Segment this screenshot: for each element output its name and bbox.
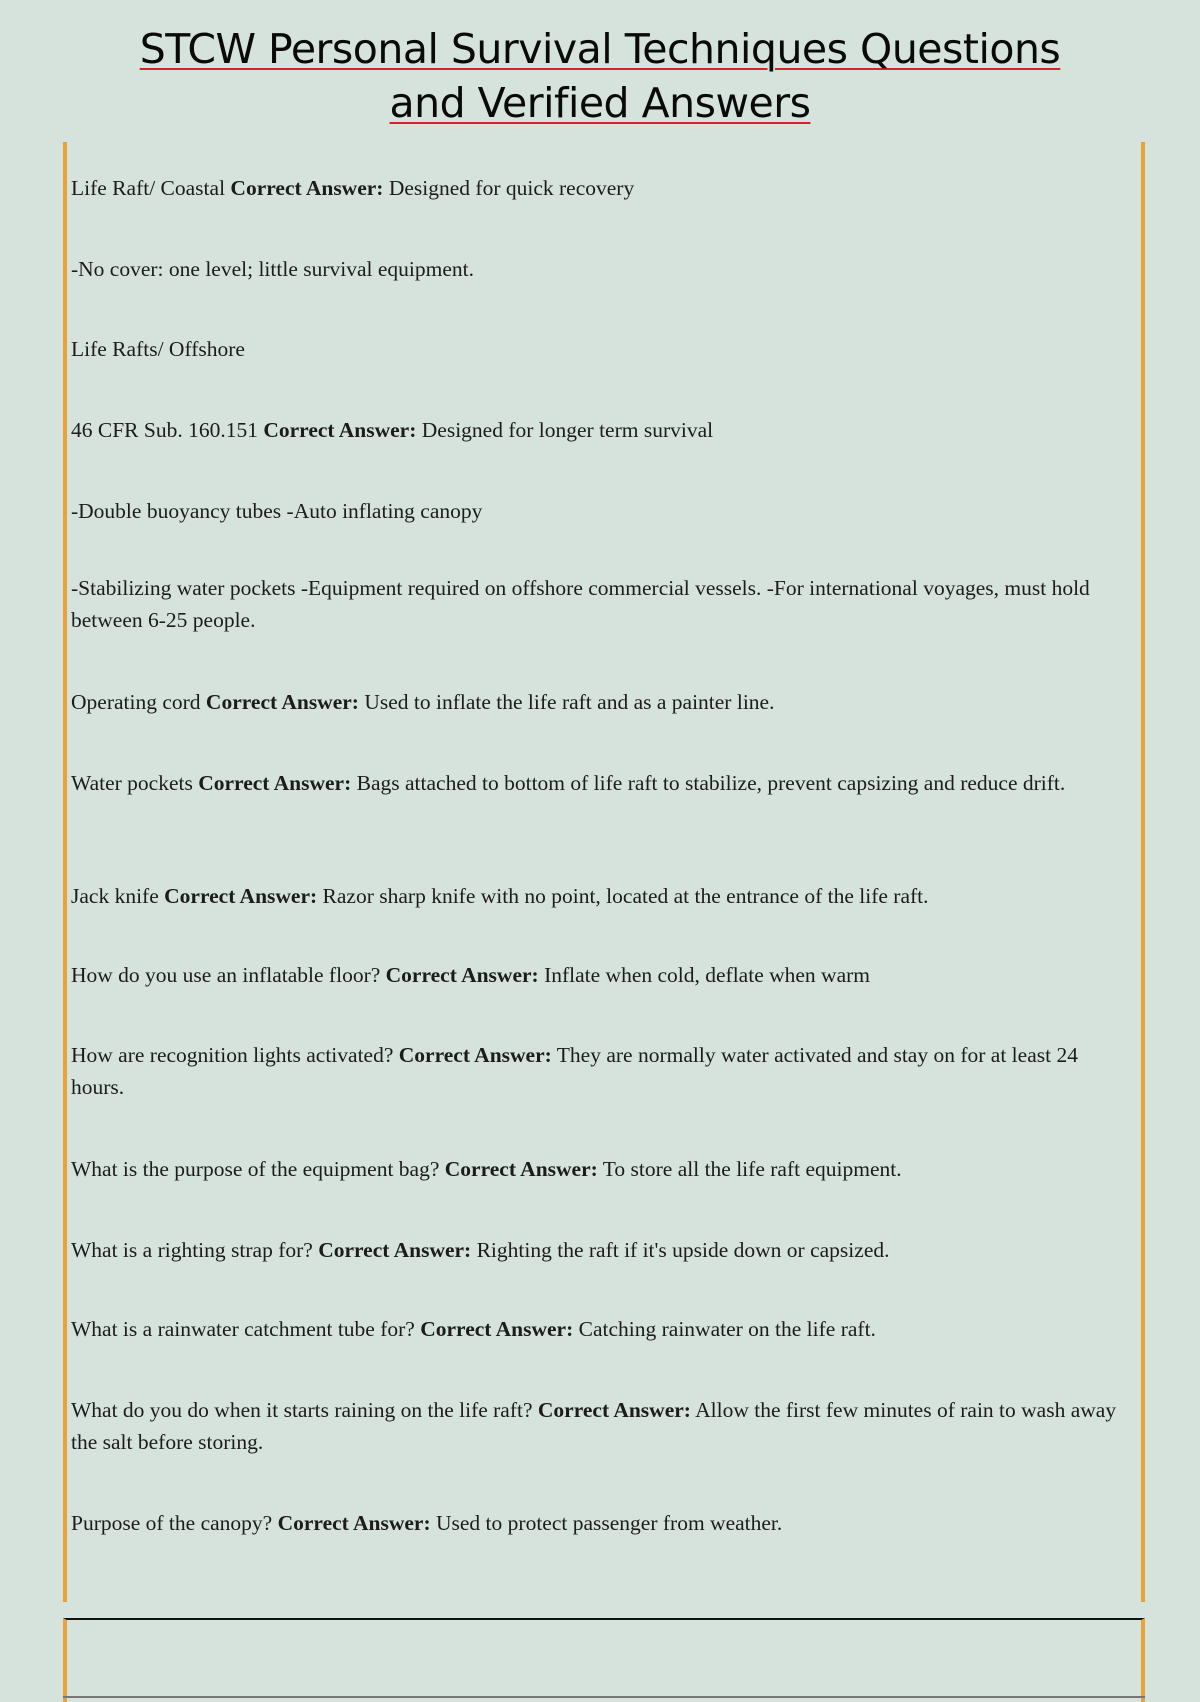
qa-entry: Water pockets Correct Answer: Bags attached to bottom of life raft to stabilize, prevent capsizing and reduce drift.	[71, 771, 1066, 795]
qa-entry: What is the purpose of the equipment bag? Correct Answer: To store all the life raft equipment.	[71, 1157, 902, 1181]
qa-entry: What is a righting strap for? Correct Answer: Righting the raft if it's upside down or capsized.	[71, 1238, 890, 1262]
qa-entry: What do you do when it starts raining on the life raft? Correct Answer: Allow the first few minutes of rain to wash away the salt before storing.	[71, 1398, 1117, 1454]
title-line-1: STCW Personal Survival Techniques Questions	[139, 25, 1061, 73]
qa-entry: Purpose of the canopy? Correct Answer: Used to protect passenger from weather.	[71, 1511, 783, 1535]
qa-entry: Jack knife Correct Answer: Razor sharp knife with no point, located at the entrance of the life raft.	[71, 884, 929, 908]
qa-entry: How are recognition lights activated? Correct Answer: They are normally water activated and stay on for at least 24 hours.	[71, 1043, 1078, 1099]
bottom-divider	[63, 1696, 1145, 1698]
qa-entry: 46 CFR Sub. 160.151 Correct Answer: Designed for longer term survival	[71, 418, 714, 442]
qa-entry: -Double buoyancy tubes -Auto inflating canopy	[71, 499, 483, 523]
qa-entry: Operating cord Correct Answer: Used to inflate the life raft and as a painter line.	[71, 690, 775, 714]
next-page-frame	[63, 1618, 1145, 1702]
document-title	[0, 22, 1200, 130]
title-line-2: and Verified Answers	[389, 79, 811, 127]
qa-entry: -Stabilizing water pockets -Equipment required on offshore commercial vessels. -For international voyages, must hold between 6-25 people.	[71, 576, 1090, 632]
content-frame	[63, 142, 1145, 1602]
qa-entry: -No cover: one level; little survival equipment.	[71, 257, 475, 281]
qa-entry: Life Rafts/ Offshore	[71, 337, 245, 361]
qa-entry: How do you use an inflatable floor? Correct Answer: Inflate when cold, deflate when warm	[71, 963, 871, 987]
qa-entry: What is a rainwater catchment tube for? Correct Answer: Catching rainwater on the life raft.	[71, 1317, 876, 1341]
qa-entry: Life Raft/ Coastal Correct Answer: Designed for quick recovery	[71, 176, 635, 200]
